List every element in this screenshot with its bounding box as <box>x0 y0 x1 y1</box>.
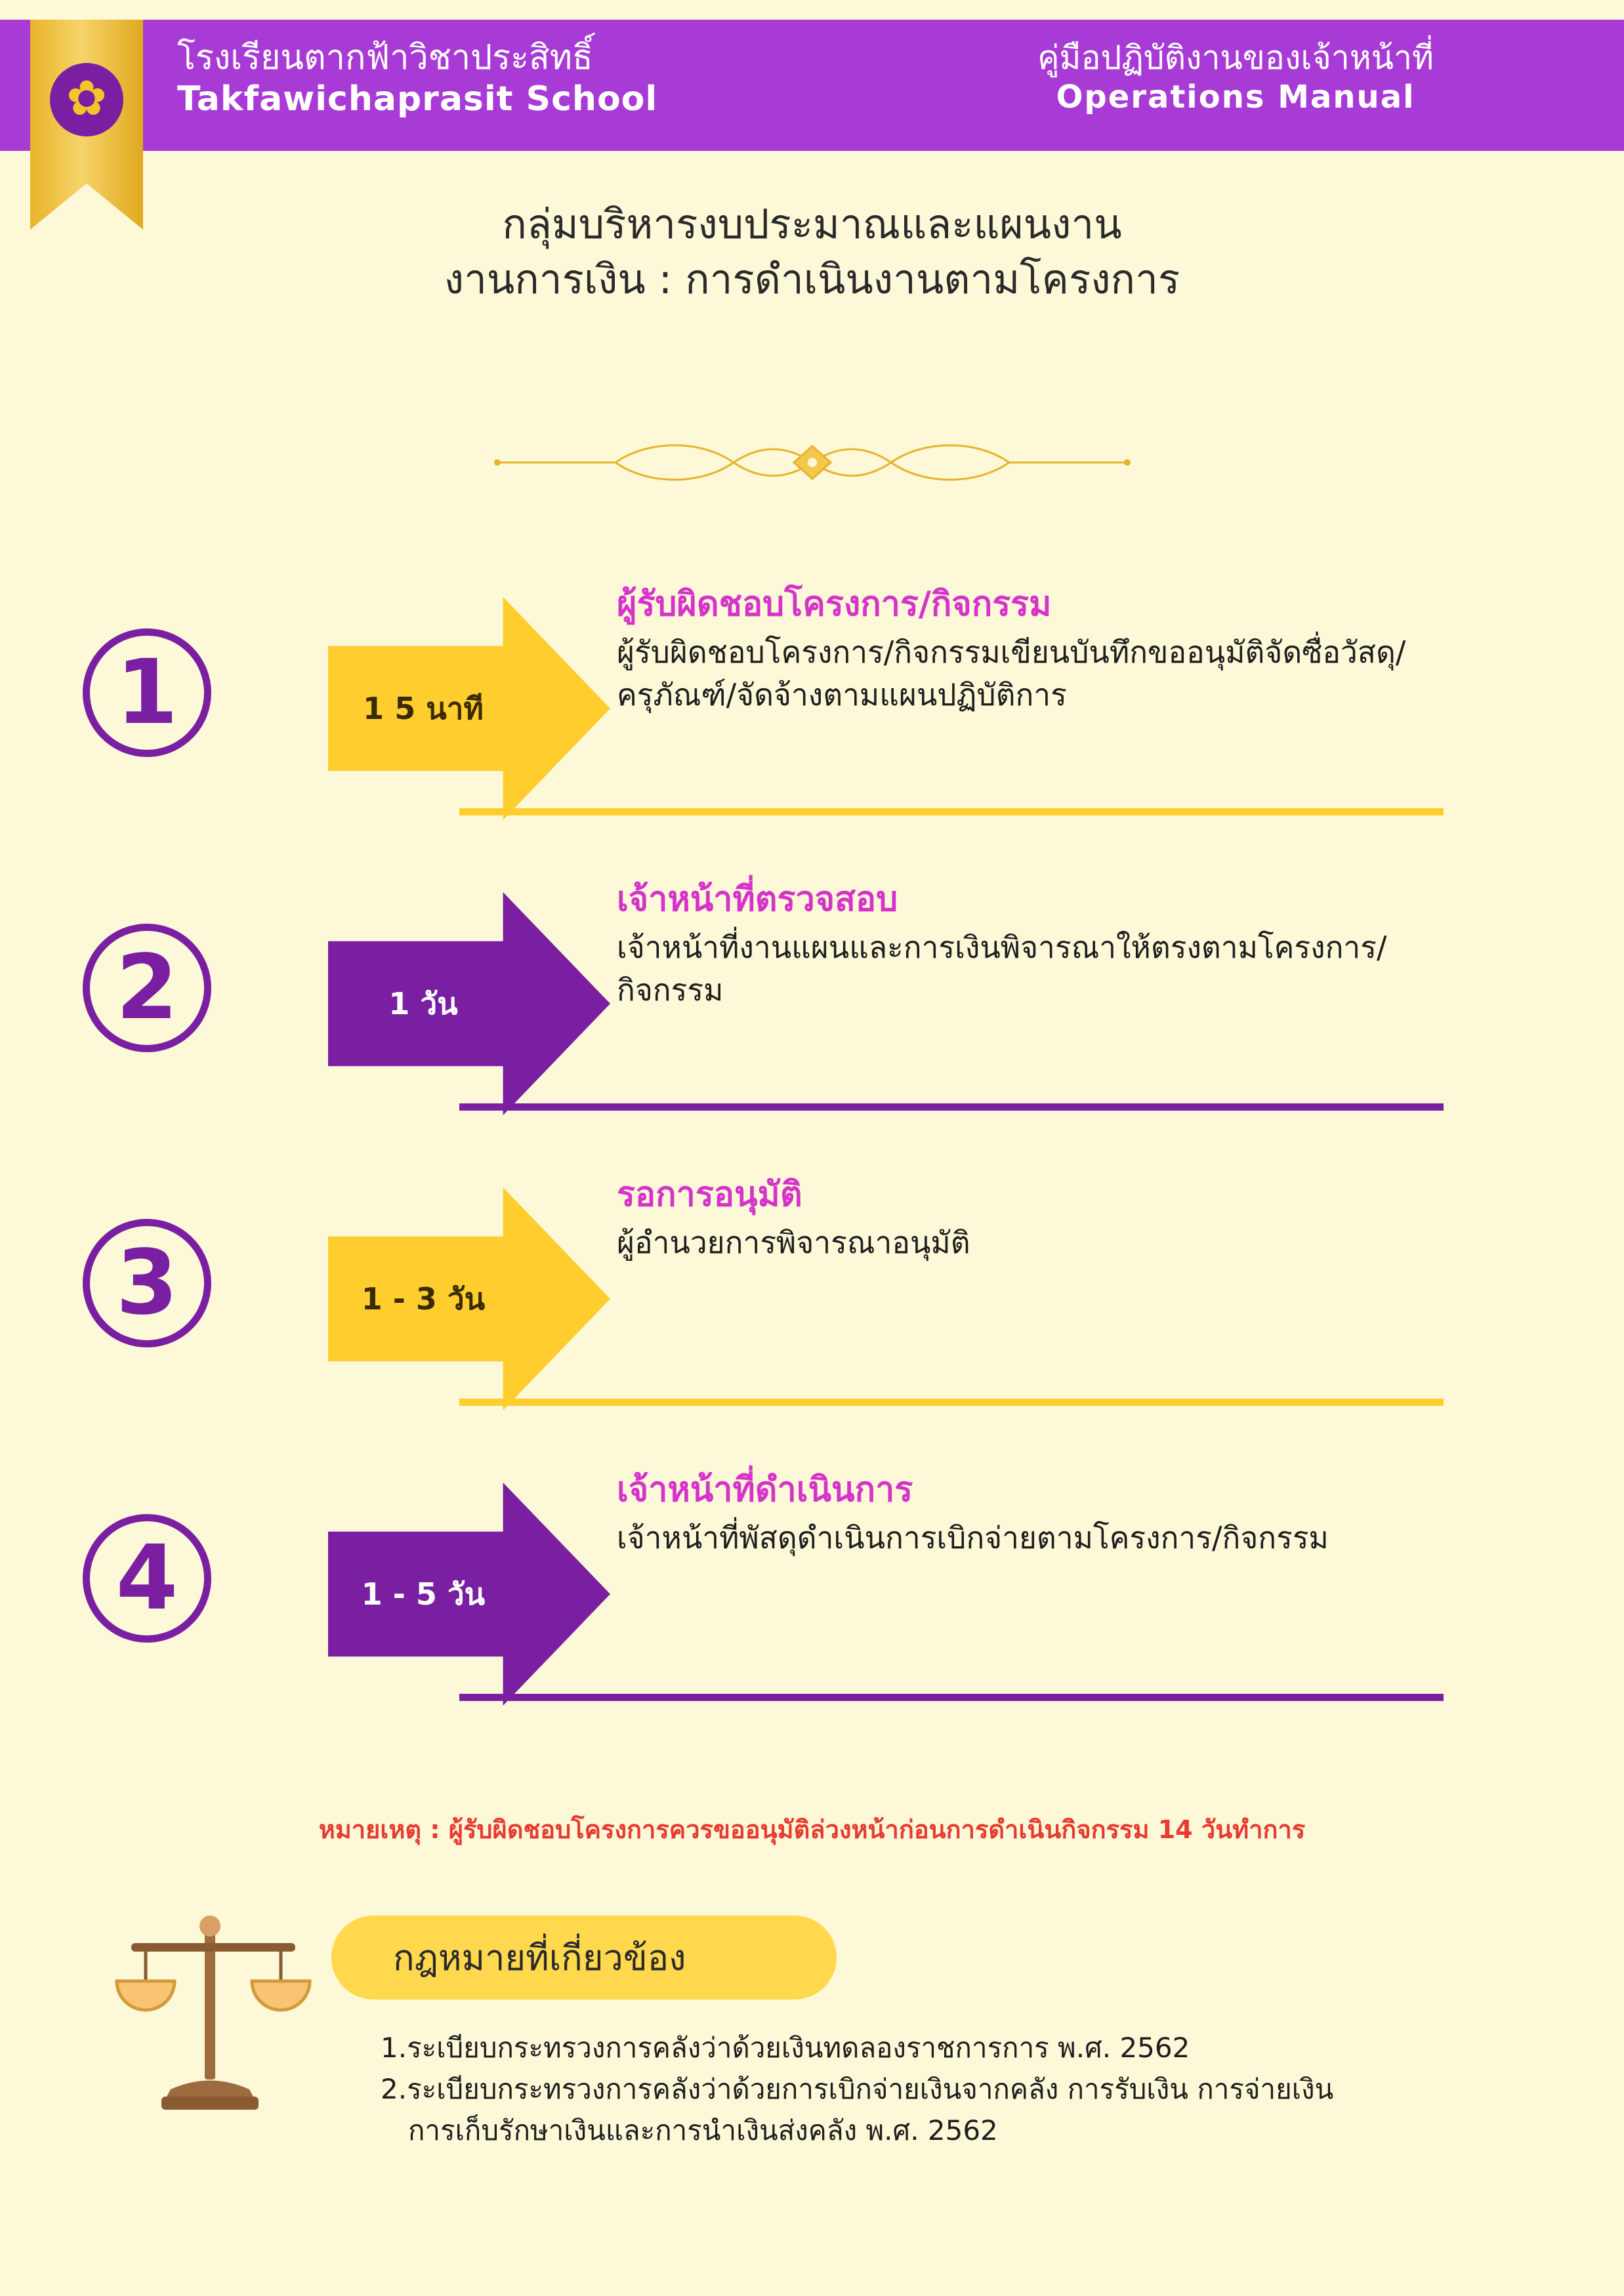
step-item <box>0 1168 1624 1463</box>
step-arrow <box>328 1483 610 1706</box>
footnote: หมายเหตุ : ผู้รับผิดชอบโครงการควรขออนุมัติล่วงหน้าก่อนการดำเนินกิจกรรม 14 วันทำการ <box>318 1815 1306 1844</box>
school-name-en: Takfawichaprasit School <box>177 79 658 119</box>
page-title <box>0 197 1624 306</box>
scales-of-justice-icon <box>105 1902 322 2119</box>
step-heading: เจ้าหน้าที่ตรวจสอบ <box>617 880 898 919</box>
manual-title-block <box>1037 38 1434 117</box>
page-title-line1: กลุ่มบริหารงบประมาณและแผนงาน <box>502 200 1122 248</box>
flame-glyph: ✿ <box>66 70 107 127</box>
step-duration-label: 1 5 นาที <box>363 690 484 726</box>
law-item: 2.ระเบียบกระทรวงการคลังว่าด้วยการเบิกจ่ายเงินจากคลัง การรับเงิน การจ่ายเงิน <box>381 2073 1334 2105</box>
page-title-line2: งานการเงิน : การดำเนินงานตามโครงการ <box>444 255 1180 303</box>
flame-emblem-icon <box>50 63 123 136</box>
related-laws-list <box>381 2027 1496 2151</box>
decorative-divider-icon <box>484 433 1140 492</box>
school-name-th: โรงเรียนตากฟ้าวิชาประสิทธิ์ <box>177 38 593 77</box>
step-arrow <box>328 597 610 820</box>
step-duration-label: 1 - 3 วัน <box>361 1281 486 1317</box>
step-item <box>0 872 1624 1168</box>
step-heading: รอการอนุมัติ <box>617 1175 802 1214</box>
step-number-badge: 3 <box>83 1219 211 1347</box>
step-content <box>617 583 1444 716</box>
manual-title-th: คู่มือปฏิบัติงานของเจ้าหน้าที่ <box>1037 39 1434 77</box>
law-item-continuation: การเก็บรักษาเงินและการนำเงินส่งคลัง พ.ศ. 2562 <box>408 2114 998 2146</box>
step-arrow <box>328 1187 610 1410</box>
step-item <box>0 577 1624 872</box>
step-heading: เจ้าหน้าที่ดำเนินการ <box>617 1470 913 1509</box>
step-content <box>617 1173 1444 1264</box>
school-name-block <box>177 38 657 121</box>
step-content <box>617 878 1444 1012</box>
step-description: เจ้าหน้าที่พัสดุดำเนินการเบิกจ่ายตามโครงการ/กิจกรรม <box>617 1519 1329 1555</box>
related-laws-pill: กฎหมายที่เกี่ยวข้อง <box>331 1916 837 1999</box>
step-number-badge: 1 <box>83 628 211 757</box>
step-description: ผู้รับผิดชอบโครงการ/กิจกรรมเขียนบันทึกขออนุมัติจัดซื่อวัสดุ/ครุภัณฑ์/จัดจ้างตามแผนปฏิบัติการ <box>617 634 1406 712</box>
step-underline <box>459 1103 1444 1111</box>
step-item <box>0 1463 1624 1758</box>
step-number-badge: 4 <box>83 1514 211 1643</box>
process-steps <box>0 577 1624 1758</box>
step-underline <box>459 1399 1444 1406</box>
step-content <box>617 1468 1444 1559</box>
step-duration-label: 1 วัน <box>388 985 458 1021</box>
step-heading: ผู้รับผิดชอบโครงการ/กิจกรรม <box>617 584 1052 624</box>
step-arrow <box>328 892 610 1115</box>
step-duration-label: 1 - 5 วัน <box>361 1576 486 1612</box>
step-description: เจ้าหน้าที่งานแผนและการเงินพิจารณาให้ตรงตามโครงการ/กิจกรรม <box>617 929 1387 1008</box>
page-header <box>0 20 1624 151</box>
step-number-badge: 2 <box>83 924 211 1052</box>
step-underline <box>459 808 1444 815</box>
manual-title-en: Operations Manual <box>1056 79 1415 115</box>
step-underline <box>459 1694 1444 1701</box>
law-item: 1.ระเบียบกระทรวงการคลังว่าด้วยเงินทดลองราชการการ พ.ศ. 2562 <box>381 2032 1190 2064</box>
step-description: ผู้อำนวยการพิจารณาอนุมัติ <box>617 1224 970 1260</box>
